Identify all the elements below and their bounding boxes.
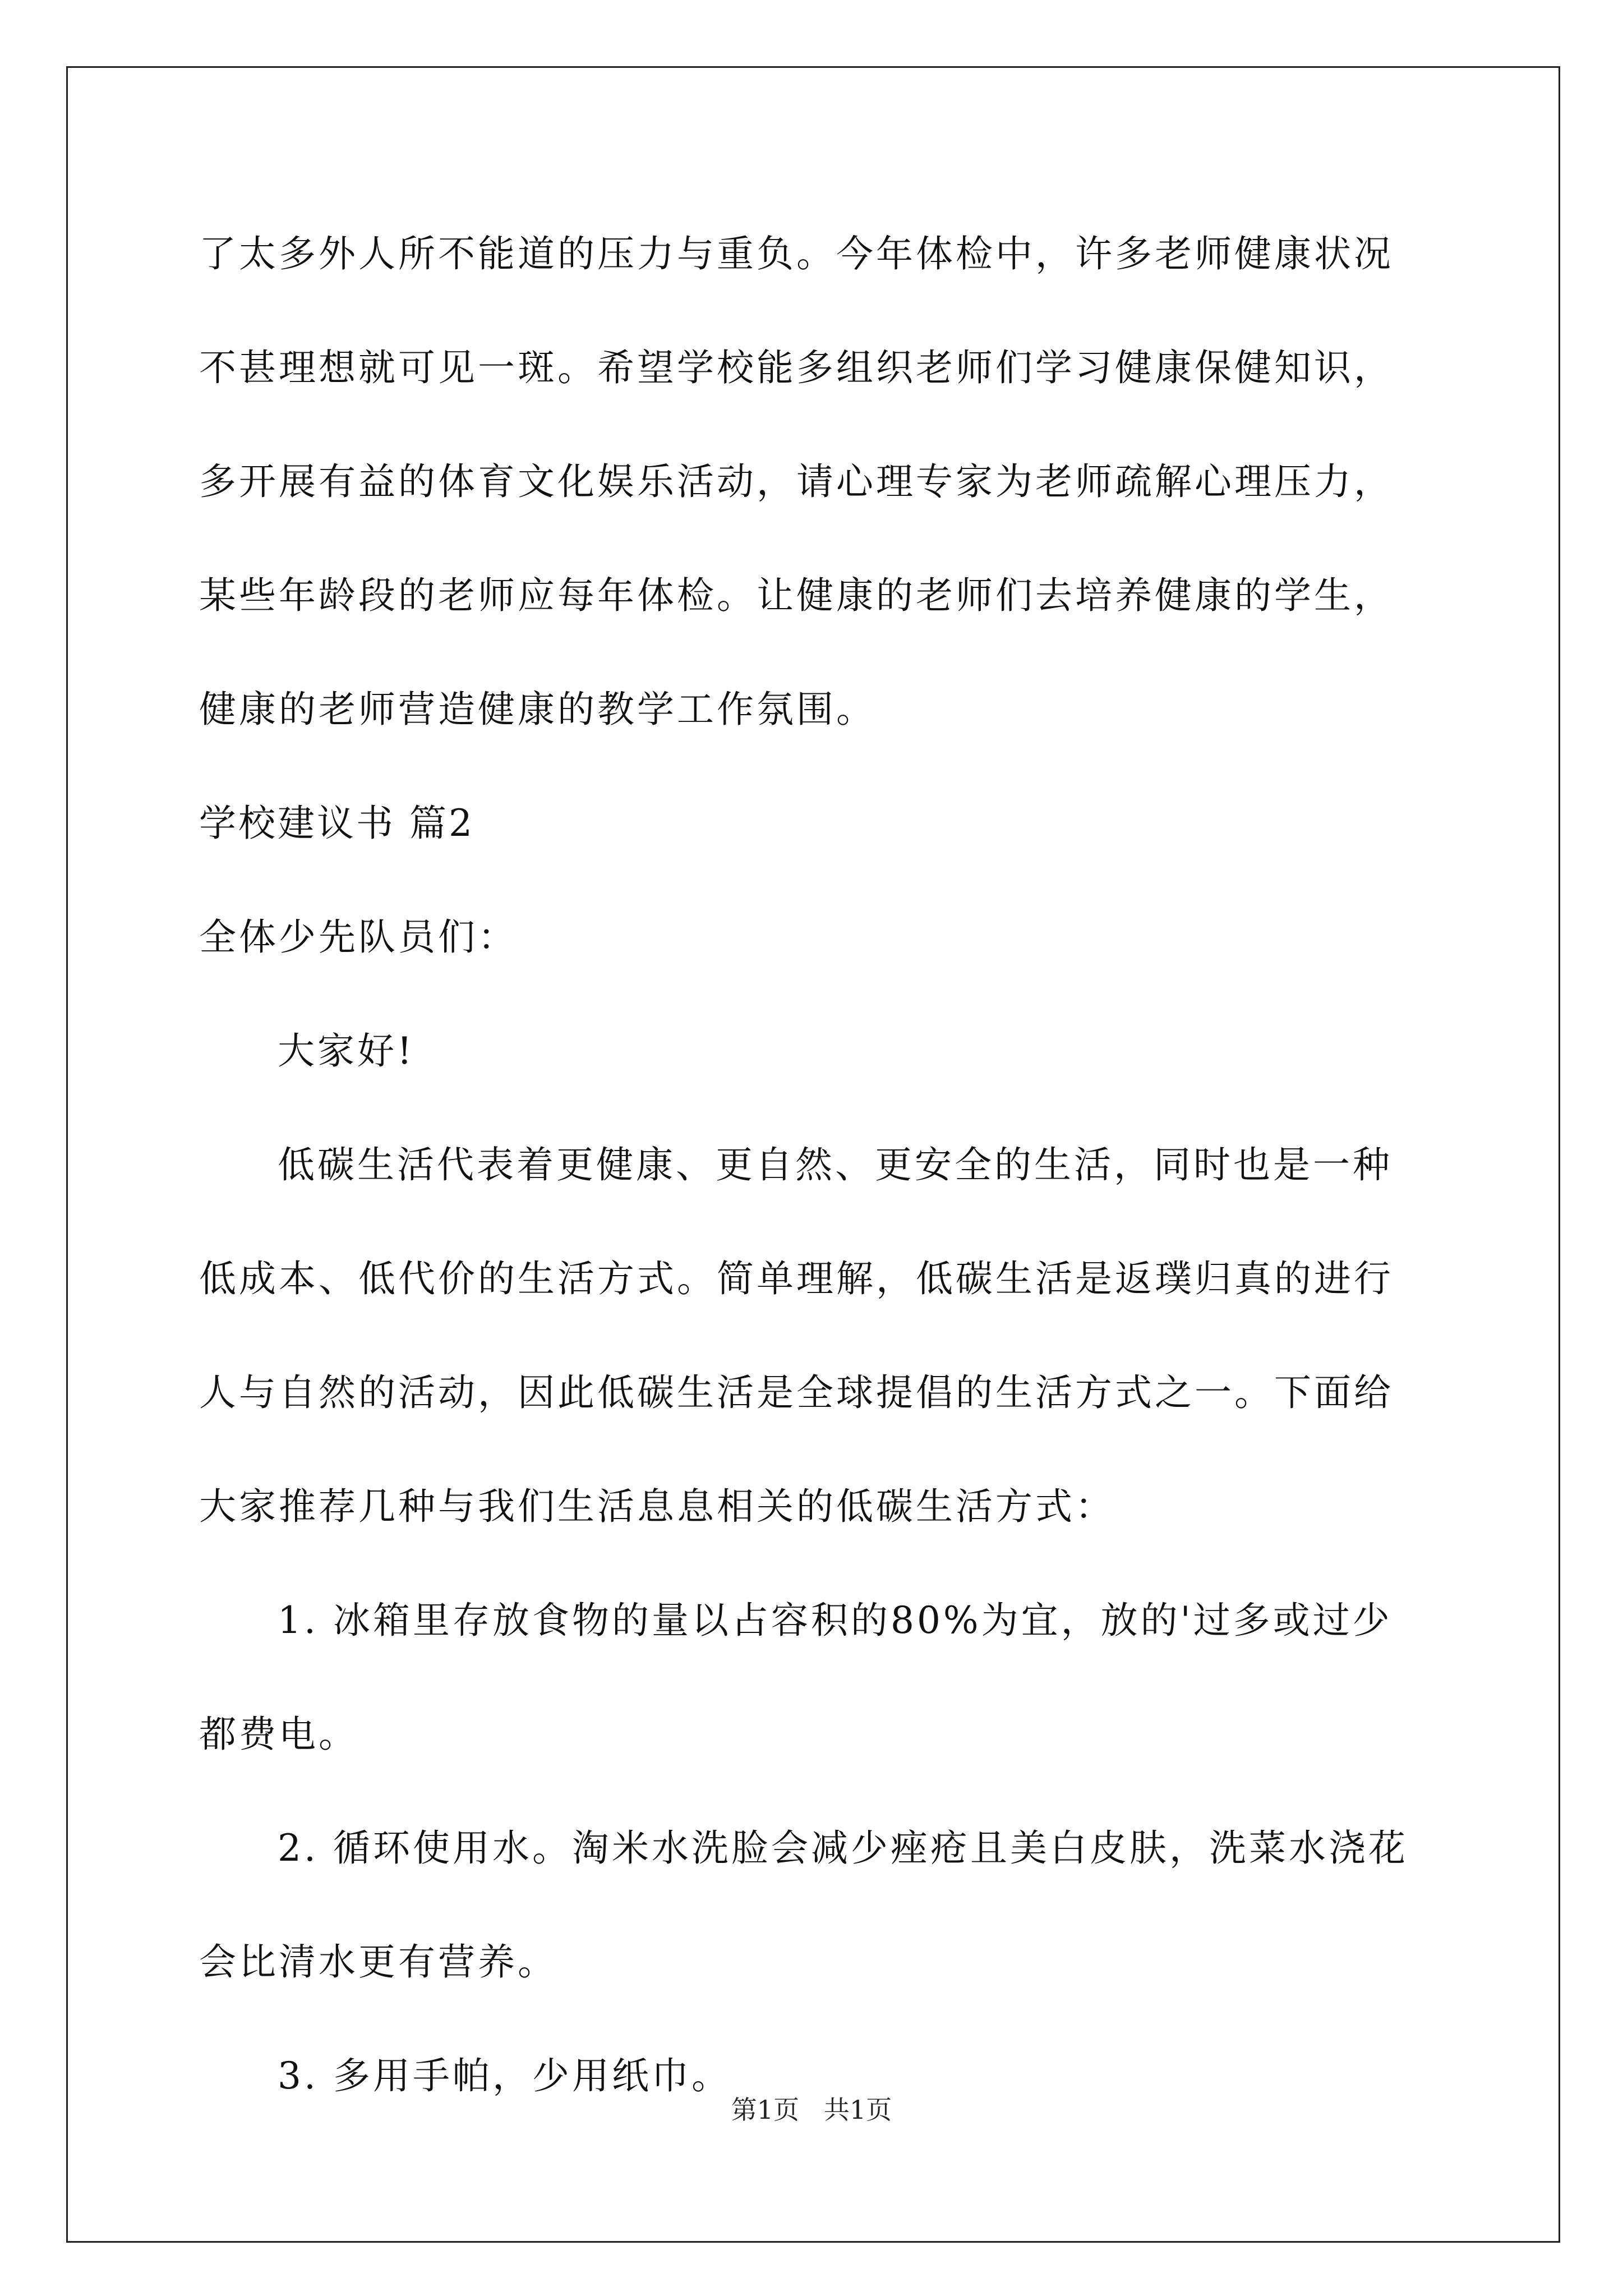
paragraph-line: 某些年龄段的老师应每年体检。让健康的老师们去培养健康的学生， — [199, 574, 1394, 617]
document-body — [199, 218, 1419, 2154]
list-item: 2. 循环使用水。淘米水洗脸会减少痤疮且美白皮肤，洗菜水浇花 — [278, 1826, 1408, 1870]
list-item: 1. 冰箱里存放食物的量以占容积的80%为宜，放的'过多或过少 — [278, 1599, 1393, 1642]
paragraph-line: 低成本、低代价的生活方式。简单理解，低碳生活是返璞归真的进行 — [199, 1257, 1394, 1300]
paragraph-line: 人与自然的活动，因此低碳生活是全球提倡的生活方式之一。下面给 — [199, 1371, 1394, 1414]
section-heading: 学校建议书 篇2 — [199, 802, 474, 845]
paragraph-line: 了太多外人所不能道的压力与重负。今年体检中，许多老师健康状况 — [199, 232, 1394, 275]
page-number-footer: 第1页 共1页 — [731, 2095, 892, 2125]
list-item: 3. 多用手帕，少用纸巾。 — [278, 2054, 731, 2097]
paragraph-line: 健康的老师营造健康的教学工作氛围。 — [199, 688, 876, 731]
list-item-continuation: 都费电。 — [199, 1713, 358, 1756]
greeting: 大家好! — [278, 1029, 415, 1073]
paragraph-line: 多开展有益的体育文化娱乐活动，请心理专家为老师疏解心理压力， — [199, 460, 1394, 503]
paragraph-line: 低碳生活代表着更健康、更自然、更安全的生活，同时也是一种 — [278, 1143, 1393, 1186]
paragraph-line: 不甚理想就可见一斑。希望学校能多组织老师们学习健康保健知识， — [199, 346, 1394, 389]
list-item-continuation: 会比清水更有营养。 — [199, 1940, 557, 1984]
salutation: 全体少先队员们： — [199, 915, 518, 959]
paragraph-line: 大家推荐几种与我们生活息息相关的低碳生活方式： — [199, 1485, 1115, 1528]
